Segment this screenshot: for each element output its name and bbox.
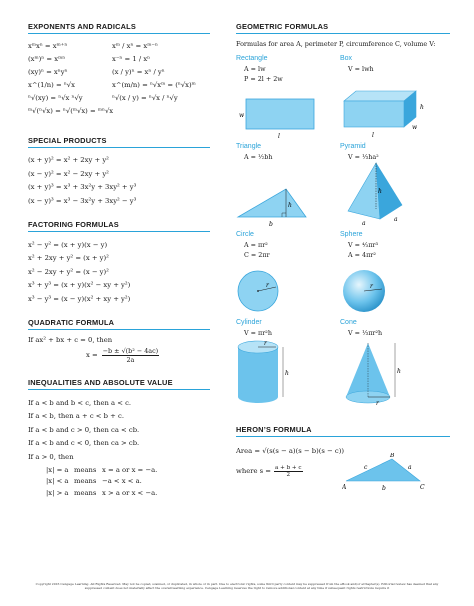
factoring-formula: x² + 2xy + y² = (x + y)² <box>28 254 109 263</box>
cone-name: Cone <box>340 319 357 326</box>
box-name: Box <box>340 55 353 62</box>
heron-section <box>236 425 450 491</box>
exp-formula: (x / y)ⁿ = xⁿ / yⁿ <box>112 68 165 76</box>
factoring-heading: FACTORING FORMULAS <box>28 220 210 232</box>
heron-s-denominator: 2 <box>286 472 291 479</box>
triangle-figure <box>236 179 336 229</box>
exp-formula: x^(m/n) = ⁿ√xᵐ = (ⁿ√x)ᵐ <box>112 81 196 89</box>
exp-formula: (xy)ⁿ = xⁿyⁿ <box>28 68 68 76</box>
cylinder-name: Cylinder <box>236 319 262 326</box>
inequality-rule: If a < b and c < 0, then ca > cb. <box>28 439 140 448</box>
left-column <box>28 22 210 499</box>
box-block <box>340 55 450 143</box>
cone-block <box>340 319 450 411</box>
rectangle-name: Rectangle <box>236 55 268 62</box>
abs-lhs: |x| > a <box>46 488 69 497</box>
box-label-l: l <box>372 132 374 139</box>
heron-where: where s = <box>236 467 271 476</box>
pyramid-block <box>340 143 450 231</box>
heron-s-numerator: a + b + c <box>275 465 302 471</box>
inequality-rule: If a < b and b < c, then a < c. <box>28 398 132 407</box>
right-column <box>236 22 450 491</box>
geometric-intro: Formulas for area A, perimeter P, circumference C, volume V: <box>236 40 436 48</box>
factoring-formula: x³ + y³ = (x + y)(x² − xy + y²) <box>28 281 131 290</box>
copyright-footer: Copyright 2016 Cengage Learning. All Rights Reserved. May not be copied, scanned, or duplicated, in whole or in part. Due to electronic rights, some third party content may be suppressed from the eBook and/or eChapter(s). Editorial review has deemed that any suppressed content does not materially affect the overall learning experience. Cengage Learning reserves the right to remove additional content at any time if subsequent rights restrictions require it <box>35 582 439 590</box>
inequality-rule: If a < b, then a + c < b + c. <box>28 412 124 421</box>
heron-label-a: a <box>408 464 412 471</box>
exp-formula: xᵐ / xⁿ = xᵐ⁻ⁿ <box>112 42 158 50</box>
pyramid-name: Pyramid <box>340 143 366 150</box>
circle-label-r: r <box>266 282 269 289</box>
heron-area: Area = √(s(s − a)(s − b)(s − c)) <box>236 447 345 455</box>
heron-s <box>236 465 304 478</box>
box-label-w: w <box>412 124 418 131</box>
circle-name: Circle <box>236 231 254 238</box>
abs-rhs: −a < x < a. <box>102 477 142 486</box>
factoring-formula: x³ − y³ = (x − y)(x² + xy + y²) <box>28 295 131 304</box>
abs-row <box>46 464 210 476</box>
exp-formula: x^(1/n) = ⁿ√x <box>28 81 75 89</box>
exponents-section <box>28 22 210 118</box>
heron-heading: HERON’S FORMULA <box>236 425 450 437</box>
factoring-formula: x² − y² = (x + y)(x − y) <box>28 240 108 249</box>
cone-label-r: r <box>376 400 379 407</box>
abs-row <box>46 476 210 488</box>
abs-means: means <box>74 477 97 486</box>
abs-means: means <box>74 465 97 474</box>
exp-formula: (xᵐ)ⁿ = xᵐⁿ <box>28 55 66 63</box>
quadratic-x: x = <box>86 351 98 360</box>
pyramid-label-a2: a <box>362 220 366 227</box>
triangle-label-b: b <box>269 221 273 228</box>
cylinder-figure <box>236 339 336 409</box>
special-product: (x − y)³ = x³ − 3x²y + 3xy² − y³ <box>28 197 137 206</box>
special-product: (x + y)² = x² + 2xy + y² <box>28 156 109 165</box>
box-figure <box>340 85 450 141</box>
cone-formula: V = ⅓πr²h <box>348 329 383 337</box>
sphere-name: Sphere <box>340 231 363 238</box>
exp-formula: ⁿ√(xy) = ⁿ√x ⁿ√y <box>28 94 83 102</box>
factoring-section <box>28 220 210 306</box>
cylinder-block <box>236 319 340 411</box>
rectangle-formula: P = 2l + 2w <box>244 74 283 83</box>
heron-label-c: c <box>364 464 368 471</box>
rectangle-label-l: l <box>278 133 280 140</box>
triangle-name: Triangle <box>236 143 262 150</box>
sphere-figure <box>340 265 450 317</box>
quadratic-numerator: −b ± √(b² − 4ac) <box>102 347 159 356</box>
abs-means: means <box>74 488 97 497</box>
heron-label-A: A <box>342 484 347 491</box>
pyramid-label-a: a <box>394 216 398 223</box>
triangle-block <box>236 143 340 231</box>
quadratic-section <box>28 318 210 364</box>
heron-label-B: B <box>390 453 395 459</box>
inequality-rule: If a > 0, then <box>28 453 74 462</box>
circle-formula: A = πr² <box>244 241 268 249</box>
special-product: (x + y)³ = x³ + 3x²y + 3xy² + y³ <box>28 183 137 192</box>
rectangle-block <box>236 55 340 143</box>
sphere-formula: A = 4πr² <box>348 250 376 259</box>
abs-rhs: x > a or x < −a. <box>102 488 158 497</box>
circle-block <box>236 231 340 319</box>
inequality-rule: If a < b and c > 0, then ca < cb. <box>28 425 140 434</box>
circle-formula: C = 2πr <box>244 250 270 259</box>
cone-figure <box>340 339 450 409</box>
special-product: (x − y)² = x² − 2xy + y² <box>28 169 109 178</box>
pyramid-figure <box>340 161 450 229</box>
rectangle-label-w: w <box>239 112 245 119</box>
triangle-formula: A = ½bh <box>244 153 273 161</box>
quadratic-denominator: 2a <box>126 356 135 365</box>
exponents-heading: EXPONENTS AND RADICALS <box>28 22 210 34</box>
inequalities-section <box>28 378 210 498</box>
cylinder-formula: V = πr²h <box>244 329 272 337</box>
circle-figure <box>236 265 336 317</box>
exp-formula: xᵐxⁿ = xᵐ⁺ⁿ <box>28 42 68 50</box>
box-formula: V = lwh <box>348 65 374 73</box>
abs-rhs: x = a or x = −a. <box>102 465 158 474</box>
quadratic-formula <box>28 347 210 364</box>
exp-formula: x⁻ⁿ = 1 / xⁿ <box>112 55 151 63</box>
geometric-heading: GEOMETRIC FORMULAS <box>236 22 450 34</box>
abs-lhs: |x| = a <box>46 465 69 474</box>
rectangle-formula: A = lw <box>244 65 266 73</box>
quadratic-heading: QUADRATIC FORMULA <box>28 318 210 330</box>
rectangle-figure <box>236 93 336 141</box>
box-label-h: h <box>420 104 424 111</box>
inequalities-heading: INEQUALITIES AND ABSOLUTE VALUE <box>28 378 210 390</box>
exp-formula: ᵐ√(ⁿ√x) = ⁿ√(ᵐ√x) = ᵐⁿ√x <box>28 107 114 115</box>
exp-formula: ⁿ√(x / y) = ⁿ√x / ⁿ√y <box>112 94 178 102</box>
quadratic-condition: If ax² + bx + c = 0, then <box>28 336 113 345</box>
heron-label-b: b <box>382 485 386 492</box>
sphere-formula: V = ⁴⁄₃πr³ <box>348 241 379 249</box>
geometric-section <box>236 22 450 411</box>
pyramid-label-h: h <box>378 188 382 195</box>
absolute-value-rules <box>28 464 210 499</box>
pyramid-formula: V = ⅓ha² <box>348 153 379 161</box>
cone-label-h: h <box>397 368 401 375</box>
heron-label-C: C <box>420 484 425 491</box>
special-products-section <box>28 136 210 208</box>
cylinder-label-r: r <box>264 340 267 347</box>
cylinder-label-h: h <box>285 370 289 377</box>
abs-lhs: |x| < a <box>46 477 69 486</box>
heron-triangle-figure <box>342 453 430 493</box>
triangle-label-h: h <box>288 202 292 209</box>
sphere-block <box>340 231 450 319</box>
abs-row <box>46 487 210 499</box>
sphere-label-r: r <box>370 283 373 290</box>
factoring-formula: x² − 2xy + y² = (x − y)² <box>28 267 109 276</box>
special-products-heading: SPECIAL PRODUCTS <box>28 136 210 148</box>
